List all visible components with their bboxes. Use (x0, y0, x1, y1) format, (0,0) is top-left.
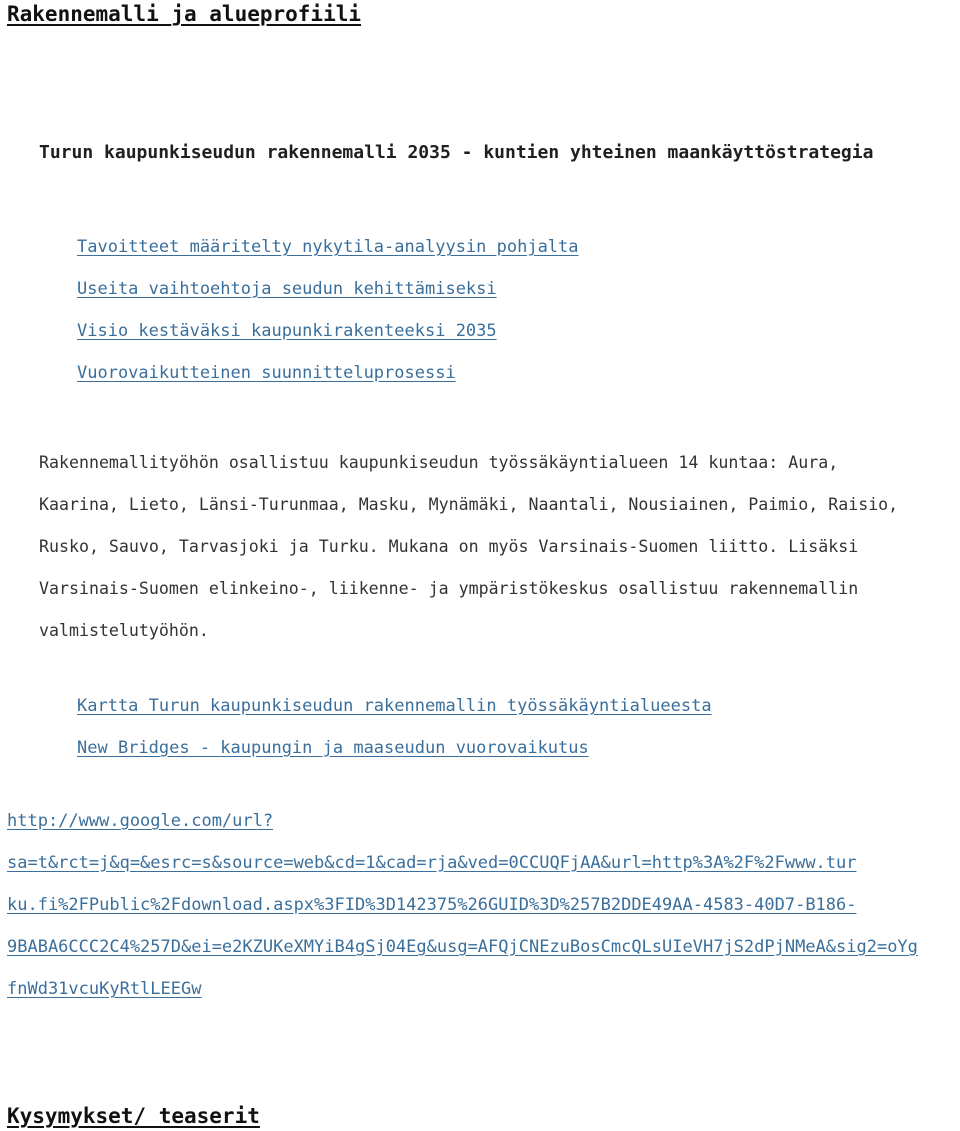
link-kartta[interactable]: Kartta Turun kaupunkiseudun rakennemallin työssäkäyntialueesta (77, 696, 712, 716)
link-list-top (77, 235, 579, 403)
link-vaihtoehtoja[interactable]: Useita vaihtoehtoja seudun kehittämiseksi (77, 279, 497, 299)
url-line[interactable]: fnWd31vcuKyRtlLEEGw (7, 979, 202, 999)
paragraph-line: Varsinais-Suomen elinkeino-, liikenne- ja ympäristökeskus osallistuu rakennemallin (39, 579, 859, 598)
list-item (77, 235, 579, 277)
link-tavoitteet[interactable]: Tavoitteet määritelty nykytila-analyysin pohjalta (77, 237, 579, 257)
section-heading: Turun kaupunkiseudun rakennemalli 2035 - kuntien yhteinen maankäyttöstrategia (39, 142, 874, 163)
paragraph-line: Rakennemallityöhön osallistuu kaupunkiseudun työssäkäyntialueen 14 kuntaa: Aura, (39, 453, 839, 472)
body-paragraph (39, 442, 954, 652)
link-vuorovaikutteinen[interactable]: Vuorovaikutteinen suunnitteluprosessi (77, 363, 456, 383)
paragraph-line: Kaarina, Lieto, Länsi-Turunmaa, Masku, Mynämäki, Naantali, Nousiainen, Paimio, Raisio, (39, 495, 899, 514)
url-line[interactable]: 9BABA6CCC2C4%257D&ei=e2KZUKeXMYiB4gSj04Eg&usg=AFQjCNEzuBosCmcQLsUIeVH7jS2dPjNMeA&sig2=oYg (7, 937, 918, 957)
url-line[interactable]: ku.fi%2FPublic%2Fdownload.aspx%3FID%3D142375%26GUID%3D%257B2DDE49AA-4583-40D7-B186- (7, 895, 857, 915)
list-item (77, 277, 579, 319)
list-item (77, 736, 712, 778)
paragraph-line: valmistelutyöhön. (39, 621, 209, 640)
page-title: Rakennemalli_ja alueprofiili (7, 2, 362, 26)
url-line[interactable]: http://www.google.com/url? (7, 811, 274, 831)
source-url-link[interactable] (7, 807, 957, 1017)
list-item (77, 361, 579, 403)
list-item (77, 694, 712, 736)
footer-heading: Kysymykset/ teaserit (7, 1104, 260, 1128)
list-item (77, 319, 579, 361)
link-list-bottom (77, 694, 712, 778)
url-line[interactable]: sa=t&rct=j&q=&esrc=s&source=web&cd=1&cad=rja&ved=0CCUQFjAA&url=http%3A%2F%2Fwww.tur (7, 853, 857, 873)
link-new-bridges[interactable]: New Bridges - kaupungin ja maaseudun vuorovaikutus (77, 738, 589, 758)
paragraph-line: Rusko, Sauvo, Tarvasjoki ja Turku. Mukana on myös Varsinais-Suomen liitto. Lisäksi (39, 537, 859, 556)
link-visio[interactable]: Visio kestäväksi kaupunkirakenteeksi 2035 (77, 321, 497, 341)
